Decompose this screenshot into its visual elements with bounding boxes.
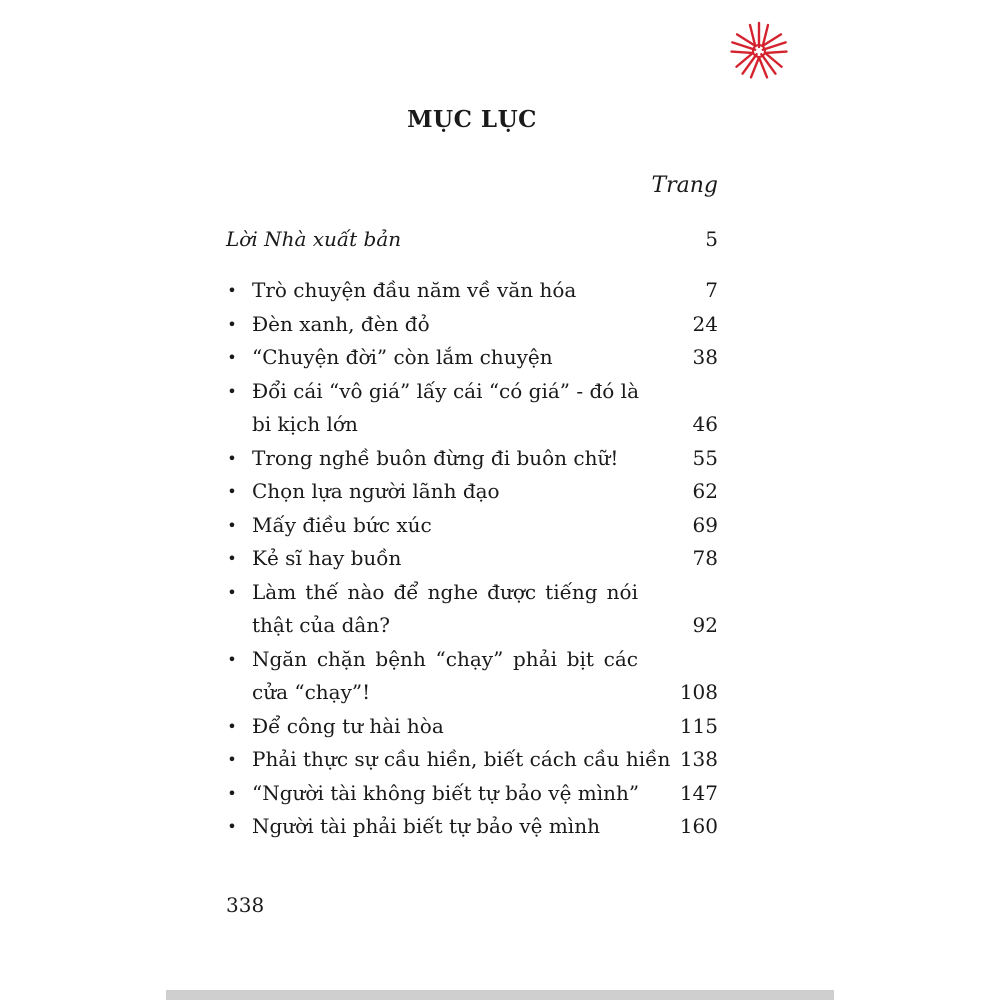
toc-entry-title: Phải thực sự cầu hiền, biết cách cầu hiền xyxy=(252,747,671,771)
toc-intro-page: 5 xyxy=(705,227,718,251)
toc-intro-row xyxy=(226,223,718,256)
toc-entry-page: 147 xyxy=(679,780,718,805)
bullet-icon: • xyxy=(227,515,237,535)
toc-entry-title: Chọn lựa người lãnh đạo xyxy=(252,479,500,503)
toc-entry-title: Trò chuyện đầu năm về văn hóa xyxy=(252,278,577,302)
bullet-icon: • xyxy=(227,549,237,568)
toc-entry-line xyxy=(226,676,718,709)
toc-entry-title: “Chuyện đời” còn lắm chuyện xyxy=(252,345,553,369)
toc-entry-title: Trong nghề buôn đừng đi buôn chữ! xyxy=(252,445,619,470)
toc-entry-page: 160 xyxy=(679,814,718,838)
toc-entry-page: 62 xyxy=(692,479,718,503)
page-number: 338 xyxy=(226,893,265,917)
toc-entry-title: Mấy điều bức xúc xyxy=(252,512,432,537)
toc-entry-line xyxy=(226,743,718,776)
toc-entry-title: cửa “chạy”! xyxy=(252,680,371,704)
bullet-icon: • xyxy=(227,281,237,300)
toc-entry-page: 7 xyxy=(705,278,718,302)
toc-entry-title: Để công tư hài hòa xyxy=(252,713,444,738)
toc-entry-page: 38 xyxy=(692,345,718,369)
bullet-icon: • xyxy=(227,649,237,669)
toc-entry-page: 92 xyxy=(692,613,718,637)
toc-entry-title: bi kịch lớn xyxy=(252,412,358,436)
toc-entry-line xyxy=(226,542,718,575)
page-title: MỤC LỤC xyxy=(407,106,537,133)
toc-entry-line xyxy=(226,408,718,441)
bottom-divider xyxy=(166,990,834,1000)
toc-entry-title: Kẻ sĩ hay buồn xyxy=(252,546,402,570)
bullet-icon: • xyxy=(227,482,237,501)
toc-entry-page: 115 xyxy=(679,713,718,738)
toc-entry-title: Làm thế nào để nghe được tiếng nói xyxy=(252,579,638,604)
bullet-icon: • xyxy=(227,314,237,334)
toc-entry-page: 24 xyxy=(692,311,718,336)
toc-entry-line xyxy=(226,576,718,609)
toc-entry-line xyxy=(226,810,718,843)
page-column-label: Trang xyxy=(651,173,718,198)
toc-entry-line xyxy=(226,777,718,810)
toc-entry-page: 69 xyxy=(692,512,718,537)
toc-entry-line xyxy=(226,643,718,676)
toc-entry-line xyxy=(226,509,718,542)
toc-entry-line xyxy=(226,475,718,508)
toc-entry-page: 138 xyxy=(679,747,718,771)
bullet-icon: • xyxy=(227,381,237,401)
bullet-icon: • xyxy=(227,750,237,769)
publisher-star-logo-icon xyxy=(728,20,790,82)
bullet-icon: • xyxy=(227,582,237,602)
toc-entry-page: 46 xyxy=(692,412,718,436)
toc-entry-line xyxy=(226,375,718,408)
toc-entry-title: Ngăn chặn bệnh “chạy” phải bịt các xyxy=(252,646,638,671)
bullet-icon: • xyxy=(227,716,237,736)
toc-intro-label: Lời Nhà xuất bản xyxy=(226,227,402,251)
toc-entry-line xyxy=(226,442,718,475)
toc-entry-title: Đổi cái “vô giá” lấy cái “có giá” - đó là xyxy=(252,378,639,403)
toc-entry-line xyxy=(226,308,718,341)
bullet-icon: • xyxy=(227,783,237,803)
bullet-icon: • xyxy=(227,448,237,468)
toc-entry-title: Đèn xanh, đèn đỏ xyxy=(252,311,430,336)
toc-entry-page: 108 xyxy=(679,680,718,704)
toc-entry-page: 78 xyxy=(692,546,718,570)
toc-entry-page: 55 xyxy=(692,445,718,470)
bullet-icon: • xyxy=(227,348,237,367)
toc-entry-line xyxy=(226,341,718,374)
toc-entry-line xyxy=(226,609,718,642)
bullet-icon: • xyxy=(227,817,237,836)
toc-entry-title: Người tài phải biết tự bảo vệ mình xyxy=(252,814,600,838)
toc-entry-line xyxy=(226,274,718,307)
toc-entry-title: “Người tài không biết tự bảo vệ mình” xyxy=(252,780,640,805)
toc-entry-title: thật của dân? xyxy=(252,613,390,637)
toc-entry-line xyxy=(226,710,718,743)
